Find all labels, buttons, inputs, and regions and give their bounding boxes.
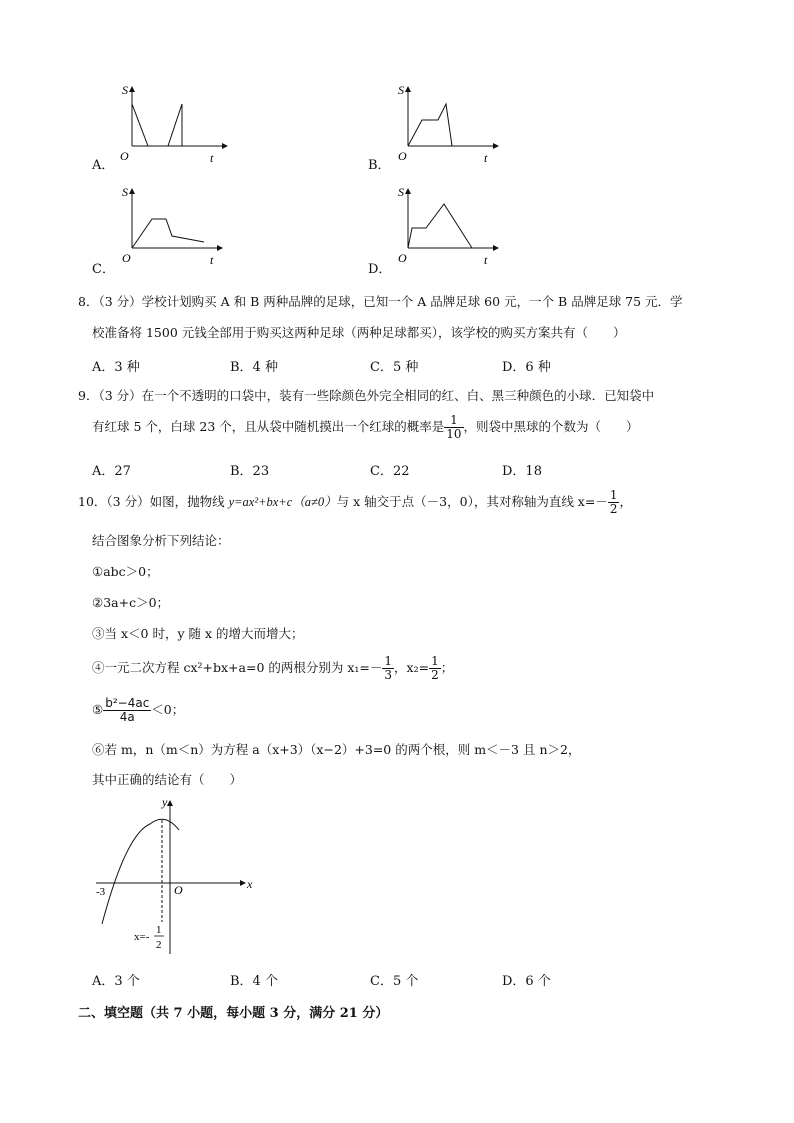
q10-parabola-graph — [90, 794, 270, 956]
graph-b-s-label: S — [398, 83, 404, 97]
q9-option-a[interactable]: A．27 — [92, 464, 131, 479]
q9-fraction — [444, 414, 463, 441]
q10-line1-post: ， — [619, 494, 632, 509]
parabola-root-label: -3 — [96, 886, 106, 898]
q10-option-d[interactable]: D．6 个 — [502, 974, 551, 989]
parabola-svg — [90, 794, 270, 956]
option-a-label[interactable]: A． — [92, 158, 115, 173]
parabola-x-label: x — [247, 877, 253, 891]
q8-line1: 8．（3 分）学校计划购买 A 和 B 两种品牌的足球，已知一个 A 品牌足球 60 元，一个 B 品牌足球 75 元．学 — [78, 294, 683, 309]
q10-conclusion-6: ⑥若 m，n（m＜n）为方程 a（x+3）（x−2）+3=0 的两个根，则 m＜－3 且 n＞2， — [92, 742, 581, 757]
parabola-axis-num: 1 — [156, 924, 162, 936]
q10-c5-pre: ⑤ — [92, 702, 104, 717]
q10-equation: y=ax²+bx+c（a≠0） — [228, 495, 337, 509]
graph-c-s-label: S — [122, 185, 128, 199]
parabola-axis-den: 2 — [156, 939, 162, 951]
q10-line1-pre: 10．（3 分）如图，抛物线 — [78, 494, 229, 509]
parabola-y-label: y — [162, 795, 168, 809]
q10-line2: 结合图象分析下列结论： — [92, 533, 230, 548]
q10-axis-num: 1 — [609, 488, 618, 502]
q8-option-a[interactable]: A．3 种 — [92, 360, 140, 375]
graph-a-origin: O — [120, 149, 129, 163]
graph-d-s-label: S — [398, 185, 404, 199]
q10-c4-f1-den: 3 — [384, 668, 393, 682]
q10-line1 — [78, 484, 632, 520]
q10-question-prompt: 其中正确的结论有（ ） — [92, 772, 243, 787]
graph-d-origin: O — [398, 251, 407, 265]
q9-frac-num: 1 — [444, 414, 463, 428]
q9-line1: 9．（3 分）在一个不透明的口袋中，装有一些除颜色外完全相同的红、白、黑三种颜色的小球．已知袋中 — [78, 388, 655, 403]
q10-line1-mid: 与 x 轴交于点（－3，0），其对称轴为直线 x=－ — [336, 494, 608, 509]
q10-c4-mid: ，x₂= — [394, 660, 430, 675]
q10-option-a[interactable]: A．3 个 — [92, 974, 140, 989]
parabola-axis-label: x=- — [134, 931, 150, 943]
q9-option-b[interactable]: B．23 — [230, 464, 270, 479]
q9-option-c[interactable]: C．22 — [370, 464, 410, 479]
graph-c-t-label: t — [210, 253, 214, 267]
q10-c5-fraction — [103, 697, 151, 724]
q8-option-c[interactable]: C．5 种 — [370, 360, 419, 375]
q8-option-d[interactable]: D．6 种 — [502, 360, 551, 375]
q10-c5-den: 4a — [119, 710, 135, 724]
q10-c5-num: b²−4ac — [105, 696, 150, 710]
graph-c-origin: O — [122, 251, 131, 265]
q10-c4-post: ； — [440, 660, 454, 675]
q9-line2-pre: 有红球 5 个，白球 23 个，且从袋中随机摸出一个红球的概率是 — [92, 419, 445, 434]
q10-c4-f2-num: 1 — [431, 654, 439, 668]
q9-line2 — [92, 410, 639, 444]
q10-option-c[interactable]: C．5 个 — [370, 974, 419, 989]
q10-axis-fraction — [608, 489, 620, 516]
q10-conclusion-2: ②3a+c＞0； — [92, 595, 170, 610]
graph-a-s-label: S — [122, 83, 128, 97]
q10-c4-pre: ④一元二次方程 cx²+bx+a=0 的两根分别为 x₁=－ — [92, 660, 383, 675]
q10-c4-fraction-2 — [429, 655, 441, 682]
option-d-label[interactable]: D． — [368, 262, 392, 277]
q9-frac-den: 10 — [446, 427, 462, 441]
q8-line2: 校准备将 1500 元钱全部用于购买这两种足球（两种足球都买），该学校的购买方案共有（ ） — [92, 325, 626, 340]
q10-c4-f2-den: 2 — [431, 668, 439, 682]
graph-b-t-label: t — [484, 151, 488, 165]
graph-a-t-label: t — [210, 151, 214, 165]
graph-d-t-label: t — [484, 253, 488, 267]
section-2-heading: 二、填空题（共 7 小题，每小题 3 分，满分 21 分） — [78, 1006, 389, 1021]
option-c-label[interactable]: C． — [92, 262, 115, 277]
q10-option-b[interactable]: B．4 个 — [230, 974, 278, 989]
q10-conclusion-5 — [92, 692, 184, 728]
q10-conclusion-1: ①abc＞0； — [92, 564, 159, 579]
graph-b-origin: O — [398, 149, 407, 163]
q9-line2-post: ，则袋中黑球的个数为（ ） — [463, 419, 639, 434]
q10-c4-fraction-1 — [382, 655, 394, 682]
q10-conclusion-3: ③当 x＜0 时，y 随 x 的增大而增大； — [92, 626, 304, 641]
q9-option-d[interactable]: D．18 — [502, 464, 542, 479]
q10-c4-f1-num: 1 — [384, 654, 393, 668]
q10-conclusion-4 — [92, 650, 453, 686]
option-b-label[interactable]: B． — [368, 158, 391, 173]
q10-axis-den: 2 — [609, 502, 618, 516]
q8-option-b[interactable]: B．4 种 — [230, 360, 278, 375]
q10-c5-post: ＜0； — [151, 702, 185, 717]
parabola-origin: O — [174, 883, 183, 897]
